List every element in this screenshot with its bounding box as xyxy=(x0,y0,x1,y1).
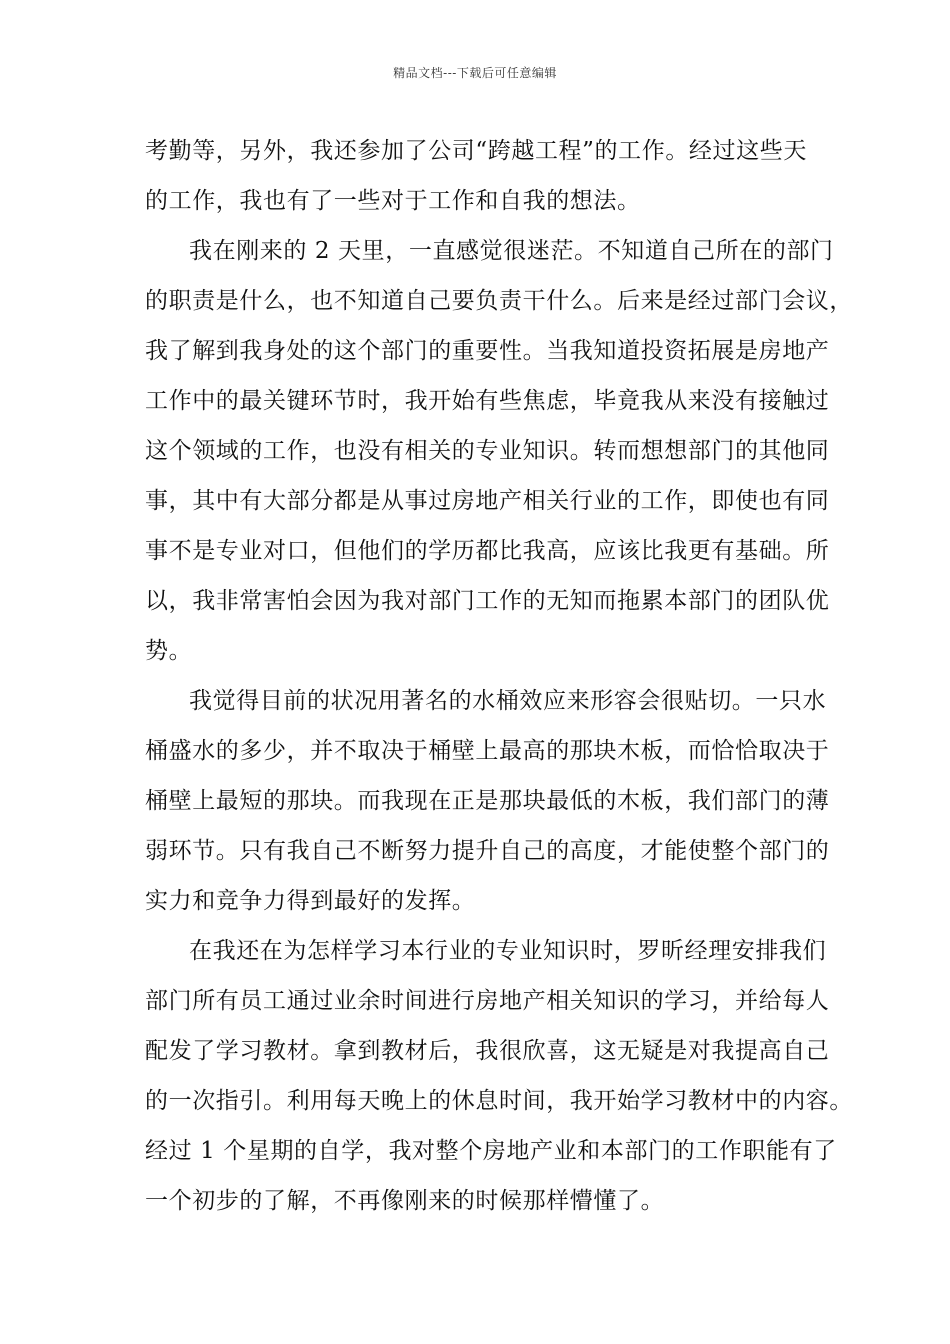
text-line: 经过 1 个星期的自学，我对整个房地产业和本部门的工作职能有了 xyxy=(145,1138,837,1164)
text-line: 势。 xyxy=(145,638,193,664)
text-line: 我在刚来的 2 天里，一直感觉很迷茫。不知道自己所在的部门 xyxy=(189,238,834,264)
text-line: 实力和竞争力得到最好的发挥。 xyxy=(145,888,476,914)
text-line: 部门所有员工通过业余时间进行房地产相关知识的学习，并给每人 xyxy=(145,988,830,1014)
paragraph-3 xyxy=(145,676,830,926)
text-line: 这个领域的工作，也没有相关的专业知识。转而想想部门的其他同 xyxy=(145,438,830,464)
text-line: 以，我非常害怕会因为我对部门工作的无知而拖累本部门的团队优 xyxy=(145,588,830,614)
text-line: 事不是专业对口，但他们的学历都比我高，应该比我更有基础。所 xyxy=(145,538,830,564)
text-line: 桶壁上最短的那块。而我现在正是那块最低的木板，我们部门的薄 xyxy=(145,788,830,814)
paragraph-1 xyxy=(145,126,810,226)
text-line: 桶盛水的多少，并不取决于桶壁上最高的那块木板，而恰恰取决于 xyxy=(145,738,830,764)
page-header: 精品文档---下载后可任意编辑 xyxy=(393,66,557,80)
text-line: 一个初步的了解，不再像刚来的时候那样懵懂了。 xyxy=(145,1188,665,1214)
text-line: 我了解到我身处的这个部门的重要性。当我知道投资拓展是房地产 xyxy=(145,338,830,364)
text-line: 事，其中有大部分都是从事过房地产相关行业的工作，即使也有同 xyxy=(145,488,830,514)
text-line: 配发了学习教材。拿到教材后，我很欣喜，这无疑是对我提高自己 xyxy=(145,1038,830,1064)
paragraph-4 xyxy=(145,926,853,1226)
text-line: 考勤等，另外，我还参加了公司“跨越工程”的工作。经过这些天 xyxy=(145,138,807,164)
text-line: 我觉得目前的状况用著名的水桶效应来形容会很贴切。一只水 xyxy=(189,688,827,714)
text-line: 在我还在为怎样学习本行业的专业知识时，罗昕经理安排我们 xyxy=(189,938,827,964)
document-body xyxy=(145,126,853,1226)
text-line: 弱环节。只有我自己不断努力提升自己的高度，才能使整个部门的 xyxy=(145,838,830,864)
text-line: 的工作，我也有了一些对于工作和自我的想法。 xyxy=(145,188,641,214)
text-line: 的职责是什么，也不知道自己要负责干什么。后来是经过部门会议， xyxy=(145,288,853,314)
paragraph-2 xyxy=(145,226,853,676)
text-line: 工作中的最关键环节时，我开始有些焦虑，毕竟我从来没有接触过 xyxy=(145,388,830,414)
text-line: 的一次指引。利用每天晚上的休息时间，我开始学习教材中的内容。 xyxy=(145,1088,853,1114)
